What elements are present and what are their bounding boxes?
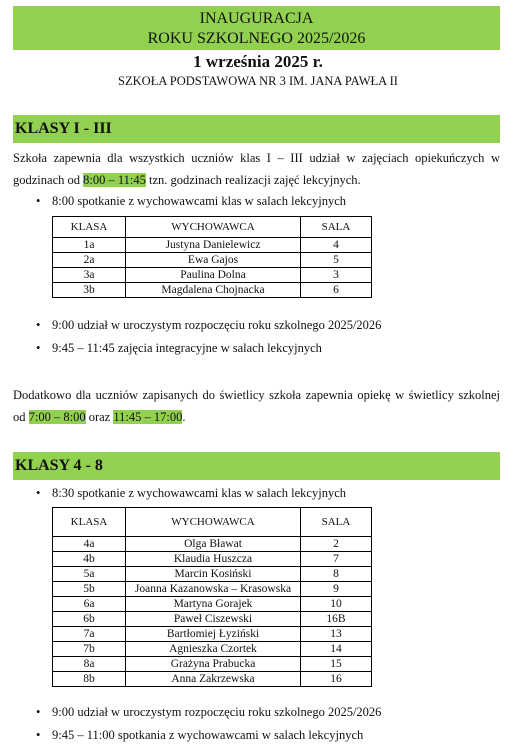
table-row — [53, 612, 372, 627]
header-wychowawca: WYCHOWAWCA — [126, 508, 301, 537]
bullet-meeting2-4-8 — [36, 726, 363, 744]
event-date: 1 września 2025 r. — [193, 52, 323, 71]
cell-sala: 10 — [301, 597, 372, 612]
section-heading-klasy-4-8: KLASY 4 - 8 — [13, 452, 500, 480]
cell-sala: 14 — [301, 642, 372, 657]
bullet-meeting-1-3 — [36, 192, 346, 210]
bullet-dot: • — [36, 728, 41, 742]
section-heading-klasy-1-3: KLASY I - III — [13, 115, 500, 143]
cell-wychowawca: Klaudia Huszcza — [126, 552, 301, 567]
cell-klasa: 2a — [53, 253, 126, 268]
school-name: SZKOŁA PODSTAWOWA NR 3 IM. JANA PAWŁA II — [118, 74, 398, 88]
cell-wychowawca: Olga Bławat — [126, 537, 301, 552]
cell-sala: 13 — [301, 627, 372, 642]
title-banner — [13, 6, 500, 50]
table-header-row — [53, 217, 372, 238]
table-row — [53, 567, 372, 582]
cell-klasa: 8b — [53, 672, 126, 687]
cell-klasa: 3a — [53, 268, 126, 283]
cell-wychowawca: Paweł Ciszewski — [126, 612, 301, 627]
cell-wychowawca: Ewa Gajos — [126, 253, 301, 268]
title-line-1: INAUGURACJA — [199, 10, 314, 27]
cell-klasa: 5a — [53, 567, 126, 582]
cell-wychowawca: Marcin Kosiński — [126, 567, 301, 582]
extra-highlight-afternoon: 11:45 – 17:00 — [113, 410, 183, 424]
cell-sala: 9 — [301, 582, 372, 597]
bullet-ceremony-4-8 — [36, 703, 381, 721]
cell-klasa: 6b — [53, 612, 126, 627]
table-row — [53, 552, 372, 567]
extra-highlight-morning: 7:00 – 8:00 — [28, 410, 86, 424]
extra-text-end: . — [182, 410, 186, 424]
title-line-2: ROKU SZKOLNEGO 2025/2026 — [147, 30, 366, 47]
bullet-text: 8:00 spotkanie z wychowawcami klas w salach lekcyjnych — [52, 194, 347, 208]
table-row — [53, 642, 372, 657]
cell-klasa: 7b — [53, 642, 126, 657]
intro-text: Szkoła zapewnia dla wszystkich uczniów klas I – III udział w zajęciach opiekuńczych w godzinach od — [13, 151, 500, 187]
table-row — [53, 268, 372, 283]
bullet-text: 9:45 – 11:00 spotkania z wychowawcami w salach lekcyjnych — [52, 728, 364, 742]
cell-klasa: 5b — [53, 582, 126, 597]
cell-wychowawca: Martyna Gorajek — [126, 597, 301, 612]
intro-paragraph — [13, 147, 500, 191]
table-header-row — [53, 508, 372, 537]
cell-klasa: 4b — [53, 552, 126, 567]
bullet-dot: • — [36, 705, 41, 719]
cell-sala: 6 — [301, 283, 372, 298]
header-sala: SALA — [301, 217, 372, 238]
cell-sala: 8 — [301, 567, 372, 582]
cell-sala: 5 — [301, 253, 372, 268]
table-row — [53, 537, 372, 552]
cell-wychowawca: Grażyna Prabucka — [126, 657, 301, 672]
cell-sala: 2 — [301, 537, 372, 552]
extra-text-mid: oraz — [85, 410, 114, 424]
roster-table-1-3 — [52, 216, 372, 298]
bullet-meeting-4-8 — [36, 484, 346, 502]
header-klasa: KLASA — [53, 508, 126, 537]
bullet-text: 8:30 spotkanie z wychowawcami klas w salach lekcyjnych — [52, 486, 347, 500]
table-row — [53, 597, 372, 612]
cell-sala: 16B — [301, 612, 372, 627]
cell-sala: 16 — [301, 672, 372, 687]
extra-paragraph — [13, 384, 500, 428]
header-sala: SALA — [301, 508, 372, 537]
cell-klasa: 8a — [53, 657, 126, 672]
table-row — [53, 657, 372, 672]
bullet-ceremony-1-3 — [36, 316, 381, 334]
cell-sala: 15 — [301, 657, 372, 672]
bullet-text: 9:45 – 11:45 zajęcia integracyjne w salach lekcyjnych — [52, 341, 322, 355]
bullet-integration-1-3 — [36, 339, 322, 357]
intro-text-end: tzn. godzinach realizacji zajęć lekcyjnych. — [145, 173, 361, 187]
cell-wychowawca: Anna Zakrzewska — [126, 672, 301, 687]
header-wychowawca: WYCHOWAWCA — [126, 217, 301, 238]
cell-klasa: 7a — [53, 627, 126, 642]
table-row — [53, 238, 372, 253]
cell-klasa: 1a — [53, 238, 126, 253]
bullet-dot: • — [36, 318, 41, 332]
table-row — [53, 582, 372, 597]
intro-highlight: 8:00 – 11:45 — [83, 173, 146, 187]
cell-wychowawca: Magdalena Chojnacka — [126, 283, 301, 298]
cell-wychowawca: Agnieszka Czortek — [126, 642, 301, 657]
cell-klasa: 6a — [53, 597, 126, 612]
bullet-dot: • — [36, 486, 41, 500]
cell-wychowawca: Bartłomiej Łyziński — [126, 627, 301, 642]
cell-klasa: 3b — [53, 283, 126, 298]
cell-klasa: 4a — [53, 537, 126, 552]
table-row — [53, 627, 372, 642]
cell-sala: 3 — [301, 268, 372, 283]
cell-sala: 4 — [301, 238, 372, 253]
cell-sala: 7 — [301, 552, 372, 567]
cell-wychowawca: Paulina Dolna — [126, 268, 301, 283]
cell-wychowawca: Joanna Kazanowska – Krasowska — [126, 582, 301, 597]
bullet-dot: • — [36, 194, 41, 208]
bullet-text: 9:00 udział w uroczystym rozpoczęciu roku szkolnego 2025/2026 — [52, 318, 382, 332]
table-row — [53, 253, 372, 268]
bullet-dot: • — [36, 341, 41, 355]
header-klasa: KLASA — [53, 217, 126, 238]
table-row — [53, 672, 372, 687]
extra-text: Dodatkowo dla uczniów zapisanych do świetlicy szkoła zapewnia opiekę w świetlicy szkolnej od — [13, 388, 500, 424]
bullet-text: 9:00 udział w uroczystym rozpoczęciu roku szkolnego 2025/2026 — [52, 705, 382, 719]
table-row — [53, 283, 372, 298]
cell-wychowawca: Justyna Danielewicz — [126, 238, 301, 253]
roster-table-4-8 — [52, 507, 372, 687]
